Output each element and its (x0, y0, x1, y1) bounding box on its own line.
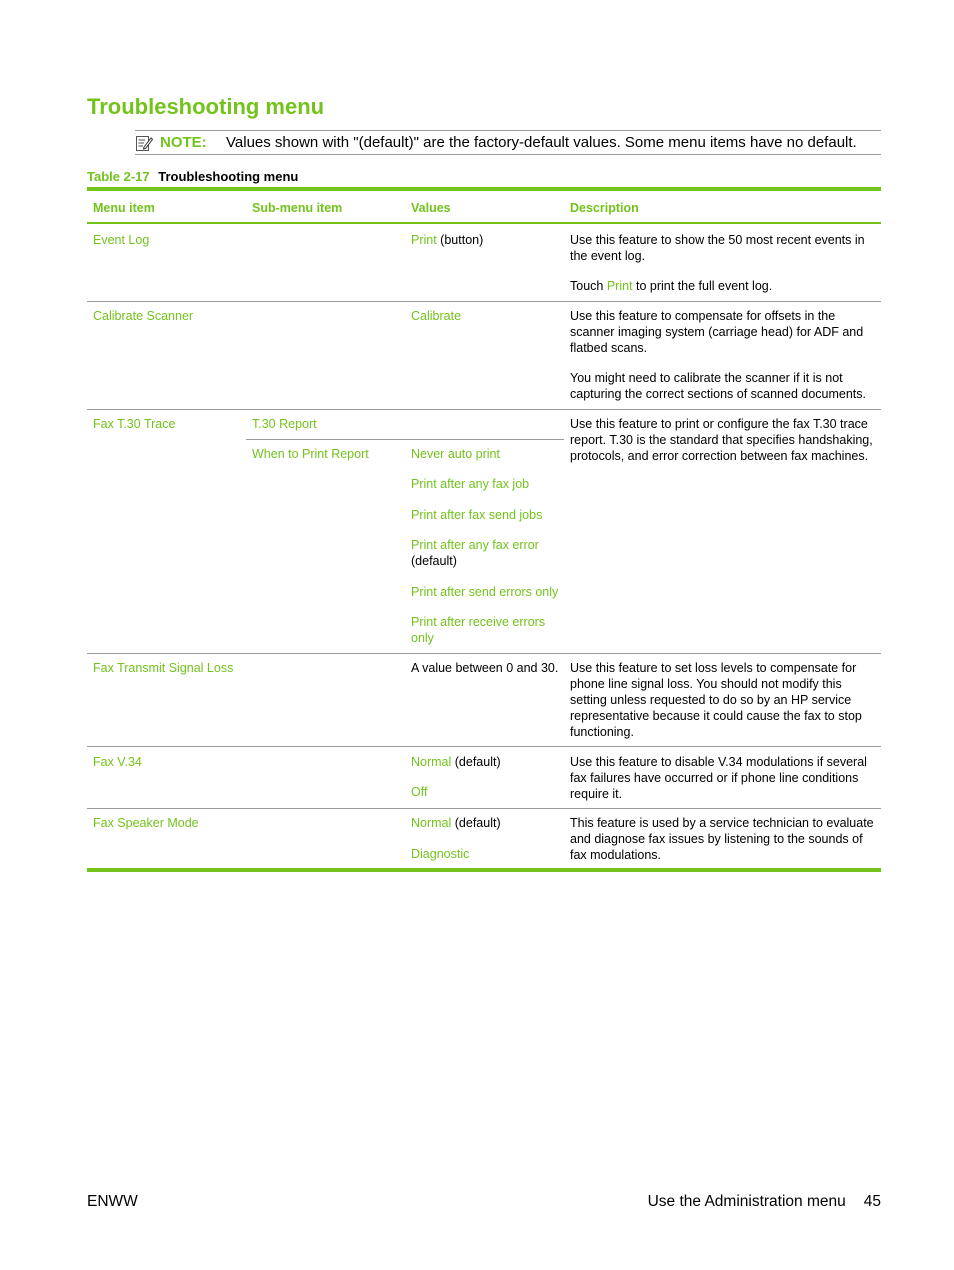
note-box (135, 130, 881, 155)
value-label: Normal (411, 816, 452, 830)
menu-item-event-log[interactable]: Event Log (93, 233, 150, 247)
header-sub-menu-item: Sub-menu item (252, 201, 343, 215)
menu-item-calibrate-scanner[interactable]: Calibrate Scanner (93, 309, 194, 323)
value-speaker-normal[interactable] (411, 815, 563, 831)
default-marker: (default) (451, 816, 501, 830)
description-fax-t30-trace: Use this feature to print or configure the fax T.30 trace report. T.30 is the standard that specifies handshaking, protocols, and error correction between fax machines. (570, 417, 873, 463)
description-signal-loss: Use this feature to set loss levels to compensate for phone line signal loss. You should not modify this setting unless requested to do so by an HP service representative because it could cause the fax to stop functioning. (570, 661, 862, 739)
value-label: Normal (411, 755, 452, 769)
menu-item-fax-v34[interactable]: Fax V.34 (93, 755, 142, 769)
header-menu-item: Menu item (93, 201, 155, 215)
table-bottom-rule (87, 868, 881, 872)
value-print-after-any-fax-job[interactable]: Print after any fax job (411, 477, 530, 491)
description-calibrate-note: You might need to calibrate the scanner if it is not capturing the correct sections of scanned documents. (570, 371, 866, 401)
menu-item-fax-transmit-signal-loss[interactable]: Fax Transmit Signal Loss (93, 661, 234, 675)
description-fax-speaker-mode: This feature is used by a service technician to evaluate and diagnose fax issues by listening to the sounds of fax modulations. (570, 816, 874, 862)
footer-enww: ENWW (87, 1193, 138, 1210)
value-never-auto-print[interactable]: Never auto print (411, 447, 500, 461)
value-v34-normal[interactable] (411, 754, 563, 770)
description-event-log-touch (570, 278, 878, 294)
value-print-label: Print (411, 233, 437, 247)
default-marker: (default) (411, 554, 457, 568)
value-print-after-any-fax-error[interactable] (411, 537, 563, 569)
footer-section-title: Use the Administration menu (647, 1193, 846, 1210)
value-v34-off[interactable]: Off (411, 785, 428, 799)
value-print-button[interactable] (411, 232, 563, 248)
value-print-after-receive-errors-only[interactable]: Print after receive errors only (411, 615, 546, 645)
default-marker: (default) (451, 755, 501, 769)
sub-menu-when-to-print-report[interactable]: When to Print Report (252, 447, 369, 461)
description-fax-v34: Use this feature to disable V.34 modulations if several fax failures have occurred or if phone line conditions require it. (570, 755, 867, 801)
value-print-after-fax-send-jobs[interactable]: Print after fax send jobs (411, 508, 543, 522)
desc-text: to print the full event log. (632, 279, 773, 293)
sub-menu-t30-report[interactable]: T.30 Report (252, 417, 317, 431)
value-print-after-send-errors-only[interactable]: Print after send errors only (411, 585, 559, 599)
value-signal-loss-range: A value between 0 and 30. (411, 661, 559, 675)
note-label: NOTE: (160, 134, 207, 151)
footer-section (648, 1193, 881, 1211)
header-values: Values (411, 201, 451, 215)
table-top-rule (87, 187, 881, 191)
table-caption (87, 169, 298, 184)
desc-print-link: Print (606, 279, 633, 293)
description-event-log: Use this feature to show the 50 most recent events in the event log. (570, 233, 865, 263)
menu-item-fax-speaker-mode[interactable]: Fax Speaker Mode (93, 816, 199, 830)
value-print-suffix: (button) (436, 233, 484, 247)
table-number: Table 2-17 (87, 169, 150, 184)
row-divider (87, 746, 881, 747)
table-title: Troubleshooting menu (158, 169, 299, 184)
menu-item-fax-t30-trace[interactable]: Fax T.30 Trace (93, 417, 176, 431)
row-divider (87, 301, 881, 302)
value-speaker-diagnostic[interactable]: Diagnostic (411, 847, 470, 861)
value-calibrate[interactable]: Calibrate (411, 309, 462, 323)
sub-row-divider (246, 439, 564, 440)
value-label: Print after any fax error (411, 538, 539, 552)
note-pencil-icon (135, 134, 153, 152)
page-title: Troubleshooting menu (87, 94, 325, 119)
note-text: Values shown with "(default)" are the factory-default values. Some menu items have no default. (226, 134, 857, 151)
row-divider (87, 808, 881, 809)
page-number: 45 (863, 1193, 881, 1210)
header-description: Description (570, 201, 639, 215)
desc-text: Touch (570, 279, 607, 293)
row-divider (87, 409, 881, 410)
description-calibrate: Use this feature to compensate for offsets in the scanner imaging system (carriage head) for ADF and flatbed scans. (570, 309, 864, 355)
row-divider (87, 653, 881, 654)
header-rule (87, 222, 881, 224)
